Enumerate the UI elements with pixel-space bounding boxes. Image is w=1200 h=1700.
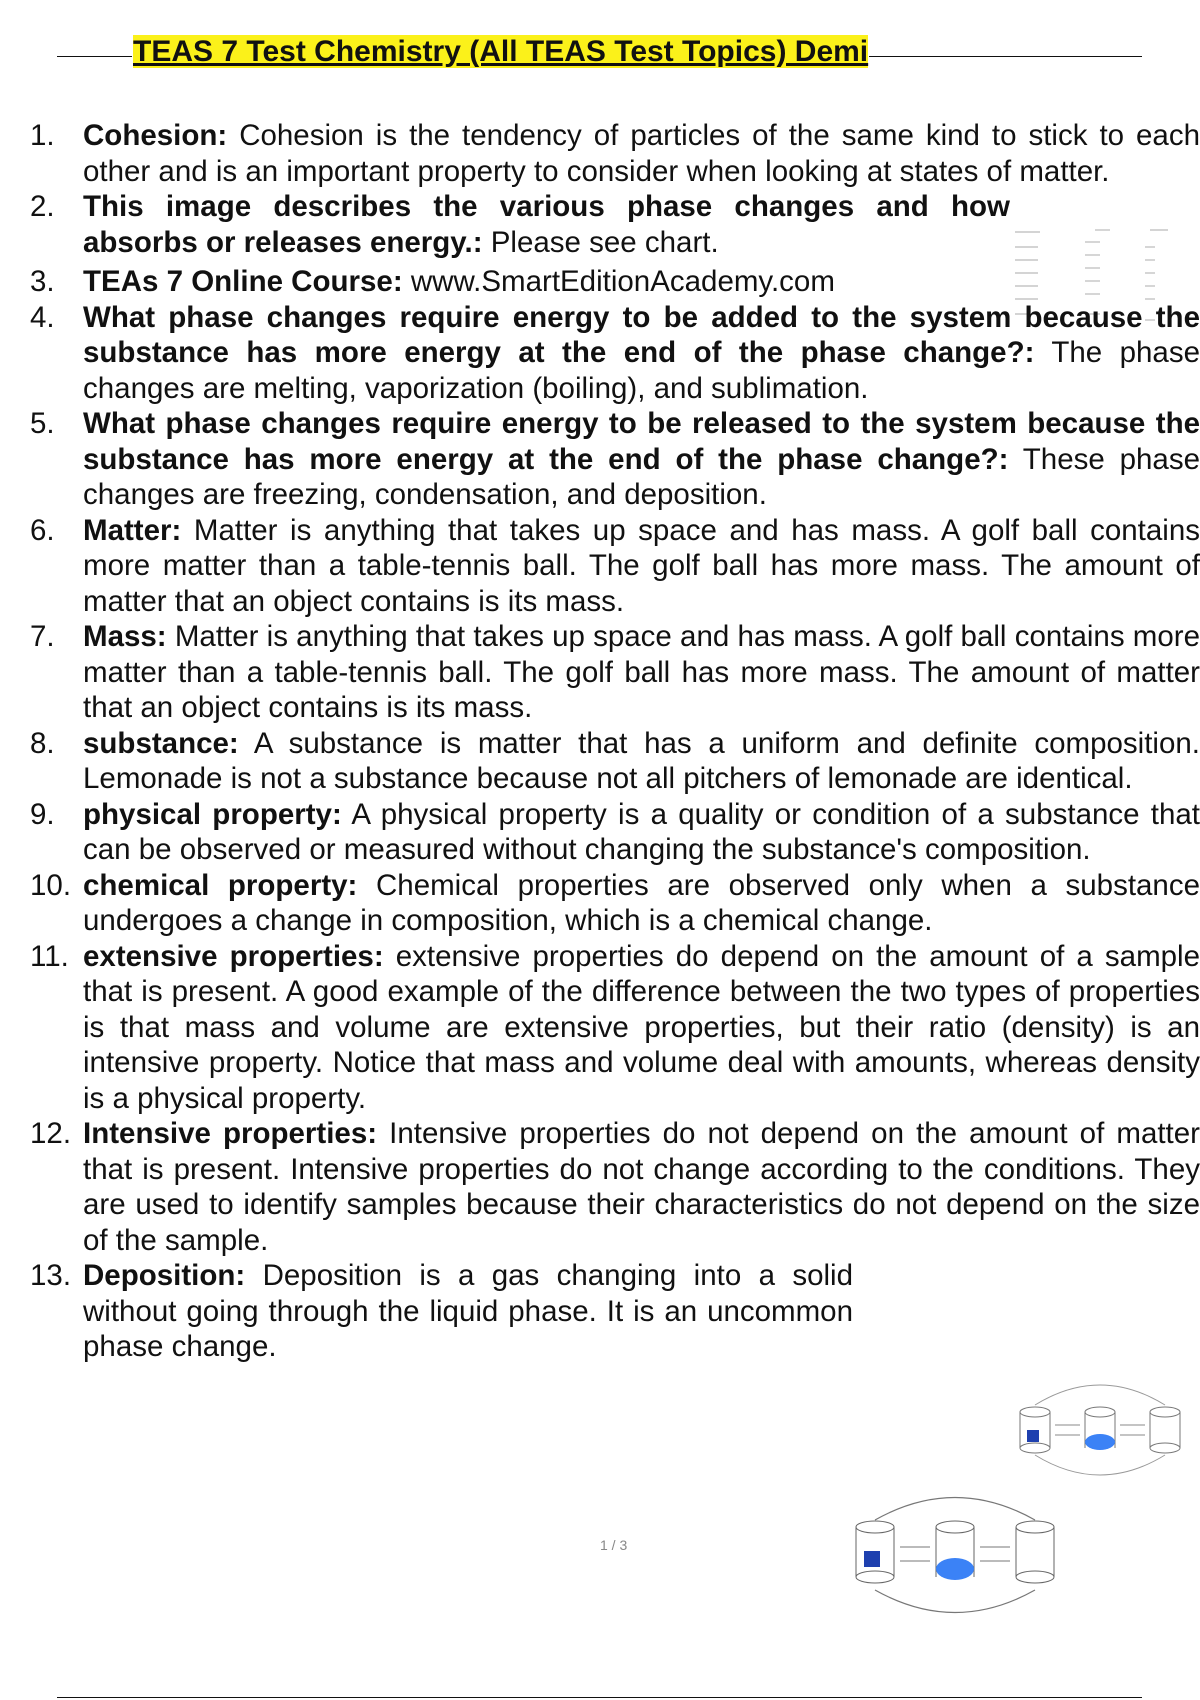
item-number: 7. <box>30 620 55 653</box>
list-item <box>30 939 1200 1117</box>
list-item <box>30 726 1200 797</box>
bottom-rule <box>57 1697 1142 1698</box>
page-title <box>132 34 869 70</box>
item-definition: A physical property is a quality or condition of a substance that can be observed or measured without changing the substance's composition. <box>83 797 1200 866</box>
solid-container <box>856 1521 894 1583</box>
item-definition: Cohesion is the tendency of particles of the same kind to stick to each other and is an important property to consider when looking at states of matter. <box>83 119 1200 188</box>
page-title-text: TEAS 7 Test Chemistry (All TEAS Test Topics) Demi <box>133 35 869 68</box>
item-term: Mass: <box>83 620 167 653</box>
liquid-container <box>1085 1407 1115 1450</box>
item-term: physical property: <box>83 797 342 831</box>
list-item <box>30 868 1200 939</box>
item-definition: Please see chart. <box>482 225 719 259</box>
item-number: 12. <box>30 1117 72 1150</box>
page-indicator: 1 / 3 <box>600 1537 628 1553</box>
item-number: 2. <box>30 190 55 223</box>
gas-container <box>1016 1521 1054 1583</box>
item-term: extensive properties: <box>83 939 384 973</box>
list-item <box>30 300 1200 407</box>
item-number: 9. <box>30 797 55 831</box>
liquid-container <box>936 1521 974 1580</box>
item-term: substance: <box>83 726 239 760</box>
item-definition: Matter is anything that takes up space and has mass. A golf ball contains more matter than a table-tennis ball. The golf ball has more mass. The amount of matter that an object contains is its mass. <box>83 620 1200 724</box>
item-term: What phase changes require energy to be added to the system because the substance has more energy at the end of the phase change?: <box>83 300 1200 369</box>
list-item <box>30 1116 1200 1258</box>
item-term: Cohesion: <box>83 119 228 152</box>
item-number: 4. <box>30 300 55 334</box>
item-number: 6. <box>30 513 55 547</box>
item-definition: Deposition is a gas changing into a solid without going through the liquid phase. It is an uncommon phase change. <box>83 1259 853 1363</box>
solid-container <box>1020 1407 1050 1453</box>
item-number: 3. <box>30 265 55 298</box>
list-item <box>30 264 1200 300</box>
gas-container <box>1150 1407 1180 1453</box>
item-term: Deposition: <box>83 1259 246 1292</box>
item-definition: A substance is matter that has a uniform and definite composition. Lemonade is not a substance because not all pitchers of lemonade are identical. <box>83 726 1200 795</box>
item-term: What phase changes require energy to be released to the system because the substance has more energy at the end of the phase change?: <box>83 407 1200 476</box>
list-item <box>30 619 1200 726</box>
item-term: chemical property: <box>83 868 358 902</box>
item-definition: The phase changes are melting, vaporization (boiling), and sublimation. <box>83 336 1200 405</box>
list-item <box>30 1258 1200 1365</box>
item-definition: Chemical properties are observed only when a substance undergoes a change in composition, which is a chemical change. <box>83 868 1200 937</box>
item-definition: extensive properties do depend on the amount of a sample that is present. A good example of the difference between the two types of properties is that mass and volume are extensive properties, but their ratio (density) is an intensive property. Notice that mass and volume deal with amounts, whereas density is a physical property. <box>83 939 1200 1115</box>
item-number: 5. <box>30 407 55 440</box>
list-item <box>30 118 1200 189</box>
item-definition: Intensive properties do not depend on the amount of matter that is present. Intensive properties do not change according to the conditions. They are used to identify samples because their characteristics do not depend on the size of the sample. <box>83 1117 1200 1257</box>
item-number: 11. <box>30 939 69 973</box>
item-term: Intensive properties: <box>83 1117 378 1150</box>
title-row <box>57 34 1142 74</box>
list-item <box>30 797 1200 868</box>
item-number: 1. <box>30 119 55 152</box>
item-number: 13. <box>30 1259 72 1292</box>
item-number: 10. <box>30 868 72 902</box>
item-definition: These phase changes are freezing, condensation, and deposition. <box>83 442 1200 511</box>
list-item <box>30 189 1200 260</box>
item-number: 8. <box>30 726 55 760</box>
list-item <box>30 513 1200 620</box>
list-item <box>30 406 1200 513</box>
item-definition: www.SmartEditionAcademy.com <box>402 265 835 298</box>
deposition-diagram-small <box>1015 1370 1190 1490</box>
item-term: This image describes the various phase changes and how absorbs or releases energy.: <box>83 190 1010 259</box>
deposition-diagram-large <box>850 1485 1070 1620</box>
item-definition: Matter is anything that takes up space and has mass. A golf ball contains more matter than a table-tennis ball. The golf ball has more mass. The amount of matter that an object contains is its mass. <box>83 513 1200 618</box>
glossary-list <box>30 118 1200 1365</box>
item-term: TEAs 7 Online Course: <box>83 265 403 298</box>
item-term: Matter: <box>83 513 182 547</box>
